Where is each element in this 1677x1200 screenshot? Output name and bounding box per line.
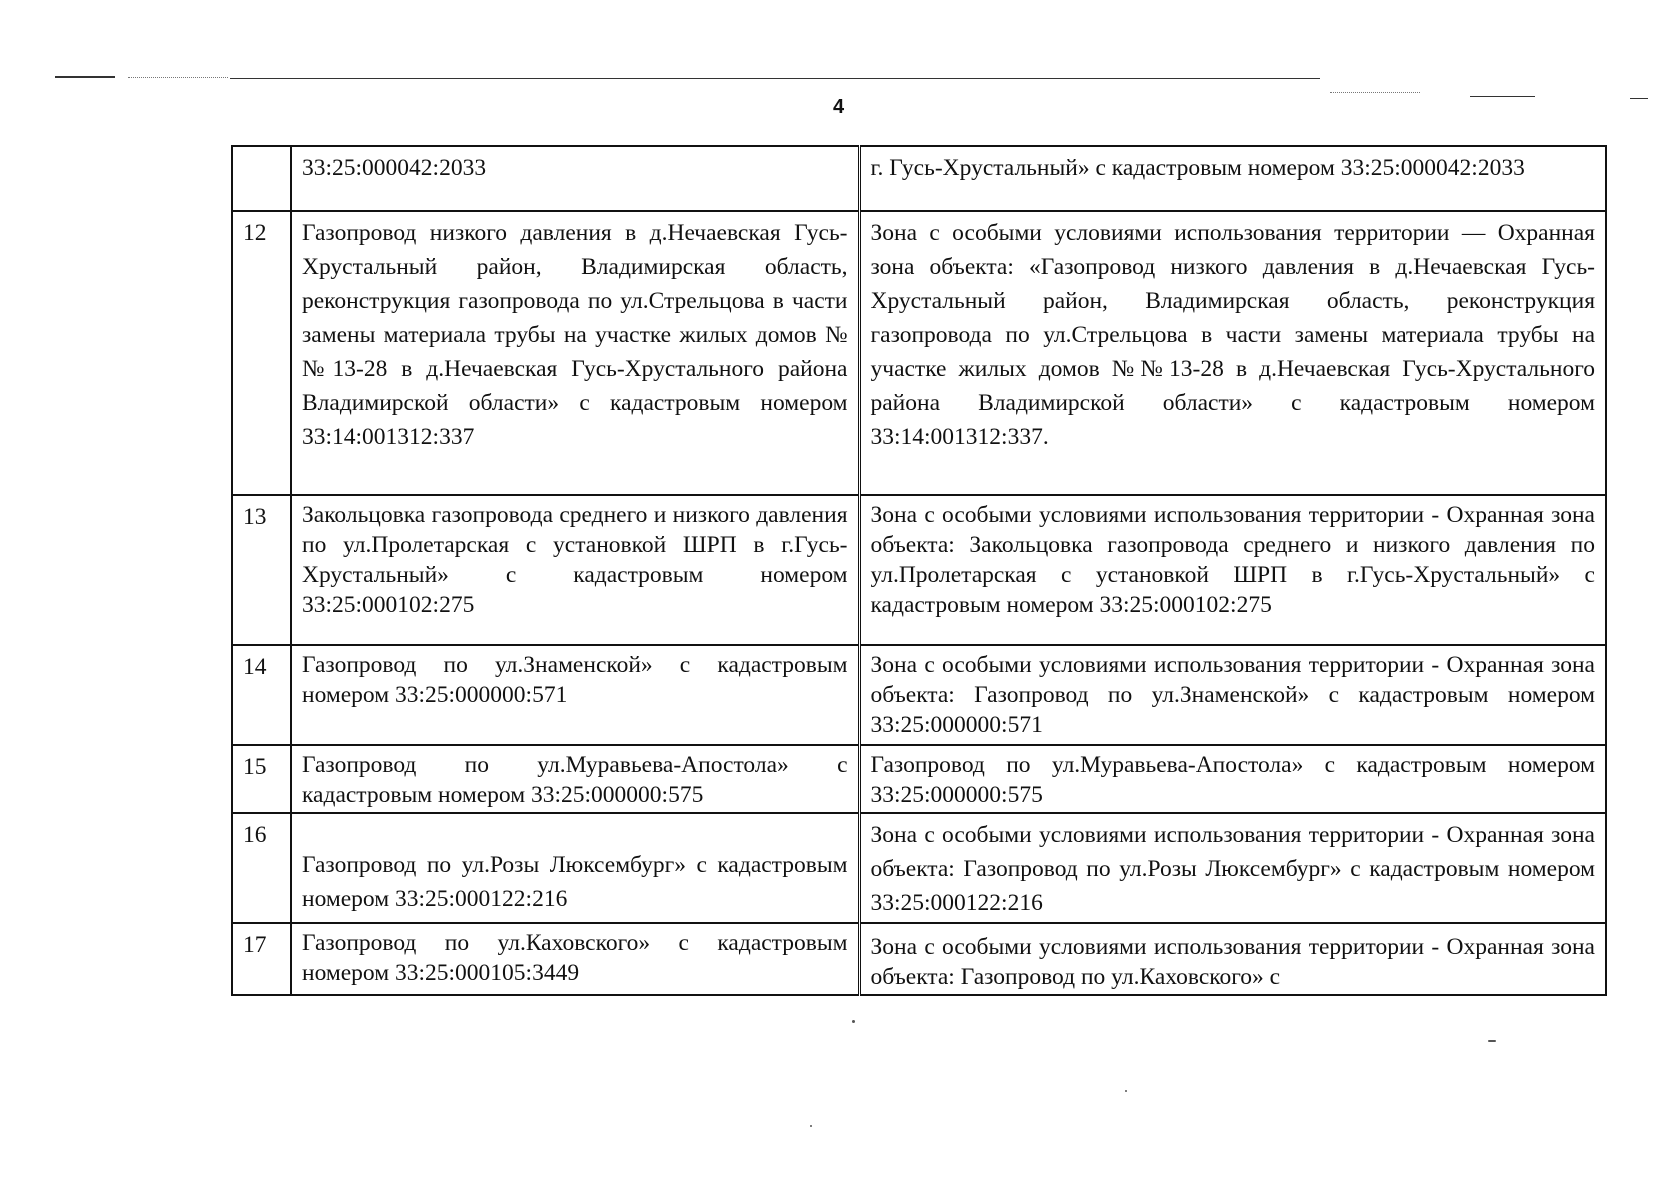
- scan-speck: [1488, 1040, 1496, 1042]
- scan-speck: [1125, 1090, 1127, 1092]
- object-description: Закольцовка газопровода среднего и низкого давления по ул.Пролетарская с установкой ШРП в г.Гусь-Хрустальный» с кадастровым номером 33:25:000102:275: [291, 495, 859, 645]
- object-description: Газопровод по ул.Муравьева-Апостола» с кадастровым номером 33:25:000000:575: [291, 745, 859, 813]
- object-description: Газопровод по ул.Знаменской» с кадастровым номером 33:25:000000:571: [291, 645, 859, 745]
- zone-description: Зона с особыми условиями использования территории - Охранная зона объекта: Закольцовка газопровода среднего и низкого давления по ул.Пролетарская с установкой ШРП в г.Гусь-Хрустальный» с кадастровым номером 33:25:000102:275: [859, 495, 1606, 645]
- zone-description: Зона с особыми условиями использования территории - Охранная зона объекта: Газопровод по ул.Знаменской» с кадастровым номером 33:25:000000:571: [859, 645, 1606, 745]
- table-row: [232, 813, 1606, 923]
- scan-speck: [810, 1125, 812, 1127]
- scan-speck: [852, 1020, 855, 1023]
- row-number: 14: [232, 645, 291, 745]
- scan-header-rule: [230, 78, 1320, 79]
- scan-header-dots-right: [1330, 92, 1420, 93]
- scan-header-dots: [128, 77, 228, 78]
- table-row: [232, 211, 1606, 495]
- object-description: 33:25:000042:2033: [291, 146, 859, 211]
- object-description: Газопровод по ул.Каховского» с кадастровым номером 33:25:000105:3449: [291, 923, 859, 995]
- zone-description: Зона с особыми условиями использования территории - Охранная зона объекта: Газопровод по ул.Розы Люксембург» с кадастровым номером 33:25:000122:216: [859, 813, 1606, 923]
- table-row: [232, 923, 1606, 995]
- zones-table: [231, 145, 1607, 996]
- row-number: 16: [232, 813, 291, 923]
- zone-description: Зона с особыми условиями использования территории - Охранная зона объекта: Газопровод по ул.Каховского» с: [859, 923, 1606, 995]
- table-row: [232, 645, 1606, 745]
- object-description: Газопровод низкого давления в д.Нечаевская Гусь-Хрустальный район, Владимирская область, реконструкция газопровода по ул.Стрельцова в части замены материала трубы на участке жилых домов №№13-28 в д.Нечаевская Гусь-Хрустального района Владимирской области» с кадастровым номером 33:14:001312:337: [291, 211, 859, 495]
- zone-description: Зона с особыми условиями использования территории — Охранная зона объекта: «Газопровод низкого давления в д.Нечаевская Гусь-Хрустальный район, Владимирская область, реконструкция газопровода по ул.Стрельцова в части замены материала трубы на участке жилых домов №№13-28 в д.Нечаевская Гусь-Хрустального района Владимирской области» с кадастровым номером 33:14:001312:337.: [859, 211, 1606, 495]
- table-row: [232, 146, 1606, 211]
- page-number: 4: [832, 96, 845, 118]
- table-row: [232, 745, 1606, 813]
- zone-description: г. Гусь-Хрустальный» с кадастровым номером 33:25:000042:2033: [859, 146, 1606, 211]
- row-number: 15: [232, 745, 291, 813]
- row-number: 12: [232, 211, 291, 495]
- row-number: 13: [232, 495, 291, 645]
- zone-description: Газопровод по ул.Муравьева-Апостола» с кадастровым номером 33:25:000000:575: [859, 745, 1606, 813]
- scan-header-line: [55, 76, 115, 78]
- row-number: [232, 146, 291, 211]
- object-description: Газопровод по ул.Розы Люксембург» с кадастровым номером 33:25:000122:216: [291, 813, 859, 923]
- row-number: 17: [232, 923, 291, 995]
- table-row: [232, 495, 1606, 645]
